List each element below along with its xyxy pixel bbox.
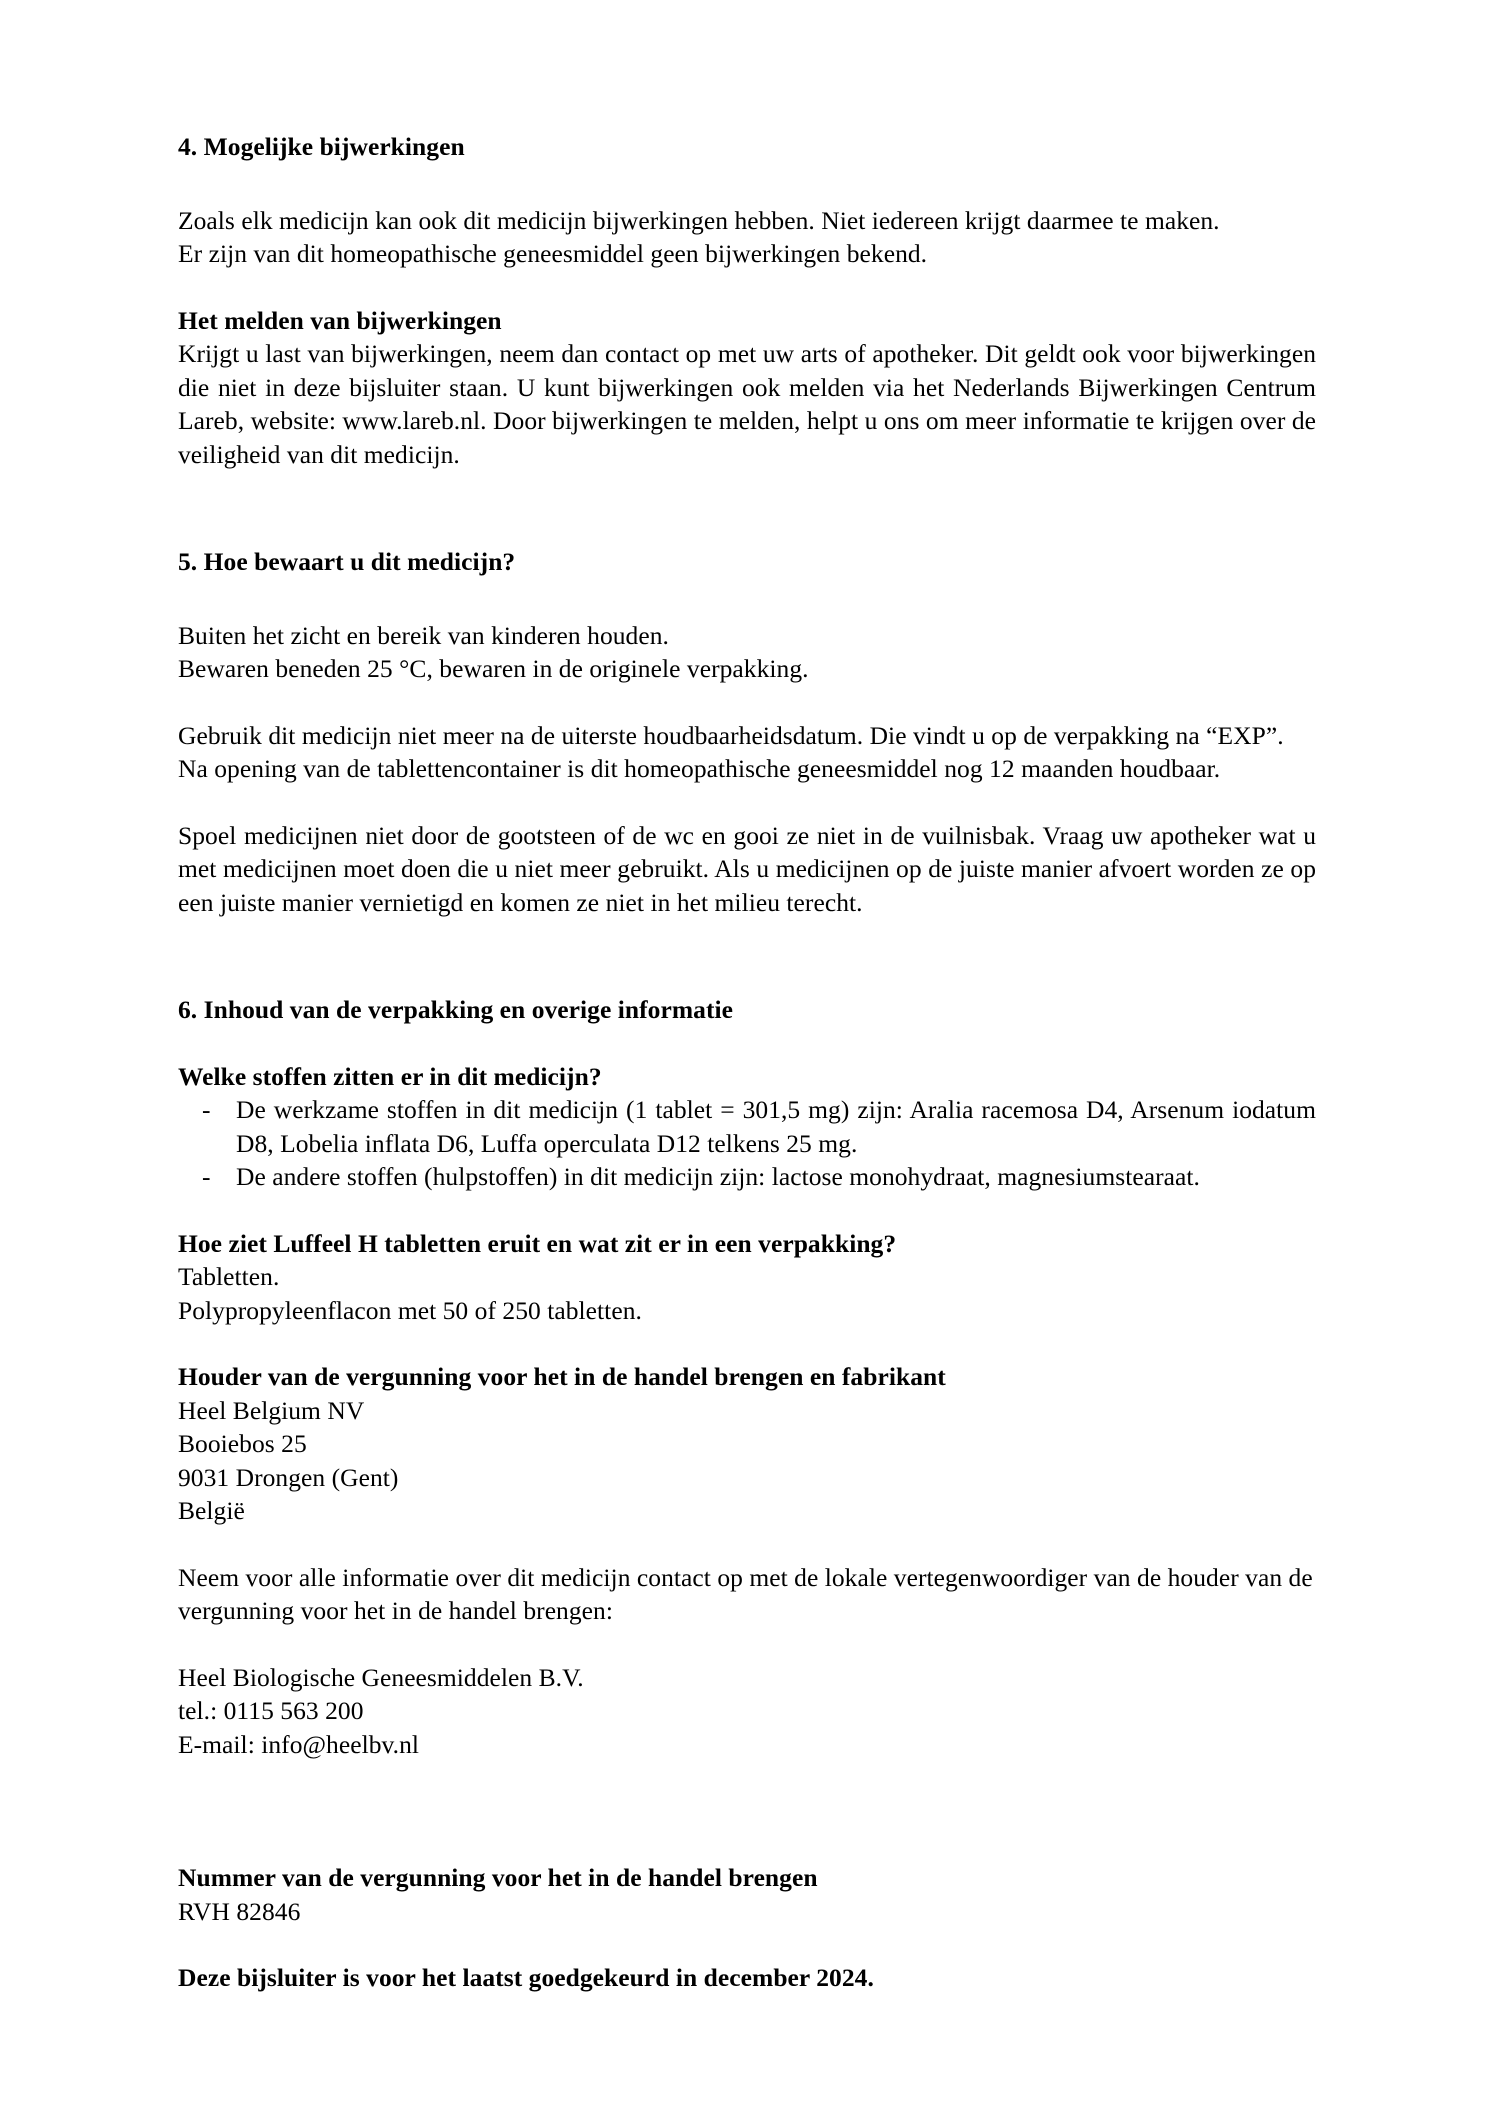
- section-4-heading: 4. Mogelijke bijwerkingen: [178, 132, 465, 161]
- bullet-dash-marker: -: [202, 1095, 211, 1124]
- licence-number-heading: Nummer van de vergunning voor het in de handel brengen: [178, 1863, 818, 1892]
- licence-holder-country: België: [178, 1496, 245, 1525]
- bullet-dash-marker: -: [202, 1162, 211, 1191]
- expiry-paragraph: Gebruik dit medicijn niet meer na de uiterste houdbaarheidsdatum. Die vindt u op de verpakking na “EXP”.: [178, 720, 1284, 750]
- appearance-line-1: Tabletten.: [178, 1262, 280, 1291]
- ingredient-excipients: De andere stoffen (hulpstoffen) in dit medicijn zijn: lactose monohydraat, magnesiumstearaat.: [236, 1162, 1200, 1191]
- spacer: [178, 1628, 1316, 1661]
- ingredients-heading: Welke stoffen zitten er in dit medicijn?: [178, 1061, 602, 1091]
- spacer: [178, 1528, 1316, 1561]
- storage-line-2: Bewaren beneden 25 °C, bewaren in de originele verpakking.: [178, 654, 809, 683]
- local-representative-phone: tel.: 0115 563 200: [178, 1696, 364, 1725]
- spacer: [178, 786, 1316, 819]
- ingredients-list: [178, 1093, 1316, 1194]
- spacer: [178, 1761, 1316, 1861]
- approval-date-footer: Deze bijsluiter is voor het laatst goedgekeurd in december 2024.: [178, 1963, 874, 1992]
- disposal-paragraph: Spoel medicijnen niet door de gootsteen of de wc en gooi ze niet in de vuilnisbak. Vraag uw apotheker wat u met medicijnen moet doen die u niet meer gebruikt. Als u medicijnen op de juiste manier afvoert worden ze op een juiste manier vernietigd en komen ze niet in het milieu terecht.: [178, 820, 1316, 917]
- document-body: [178, 130, 1316, 1995]
- after-opening-line: Na opening van de tablettencontainer is dit homeopathische geneesmiddel nog 12 maanden houdbaar.: [178, 754, 1221, 783]
- ingredient-active-substances: De werkzame stoffen in dit medicijn (1 tablet = 301,5 mg) zijn: Aralia racemosa D4, Arsenum iodatum D8, Lobelia inflata D6, Luffa operculata D12 telkens 25 mg.: [236, 1095, 1316, 1158]
- section-4-intro-line-1: Zoals elk medicijn kan ook dit medicijn bijwerkingen hebben. Niet iedereen krijgt daarmee te maken.: [178, 205, 1220, 235]
- section-6-heading: 6. Inhoud van de verpakking en overige informatie: [178, 995, 733, 1024]
- section-4-intro-line-2: Er zijn van dit homeopathische geneesmiddel geen bijwerkingen bekend.: [178, 239, 928, 268]
- appearance-line-2: Polypropyleenflacon met 50 of 250 tabletten.: [178, 1295, 642, 1325]
- licence-holder-city: 9031 Drongen (Gent): [178, 1462, 399, 1492]
- spacer: [178, 686, 1316, 719]
- spacer: [178, 1327, 1316, 1360]
- local-representative-email: E-mail: info@heelbv.nl: [178, 1729, 420, 1759]
- spacer: [178, 471, 1316, 545]
- storage-line-1: Buiten het zicht en bereik van kinderen houden.: [178, 620, 669, 650]
- licence-holder-heading: Houder van de vergunning voor het in de handel brengen en fabrikant: [178, 1362, 946, 1391]
- appearance-heading: Hoe ziet Luffeel H tabletten eruit en wat zit er in een verpakking?: [178, 1228, 897, 1258]
- spacer: [178, 579, 1316, 619]
- reporting-side-effects-heading: Het melden van bijwerkingen: [178, 305, 502, 335]
- spacer: [178, 271, 1316, 304]
- list-item: [178, 1093, 1316, 1160]
- local-representative-name: Heel Biologische Geneesmiddelen B.V.: [178, 1662, 584, 1692]
- spacer: [178, 1027, 1316, 1060]
- spacer: [178, 919, 1316, 993]
- spacer: [178, 1194, 1316, 1227]
- licence-holder-street: Booiebos 25: [178, 1429, 307, 1458]
- reporting-side-effects-paragraph: Krijgt u last van bijwerkingen, neem dan contact op met uw arts of apotheker. Dit geldt ook voor bijwerkingen die niet in deze bijsluiter staan. U kunt bijwerkingen ook melden via het Nederlands Bijwerkingen Centrum Lareb, website: www.lareb.nl. Door bijwerkingen te melden, helpt u ons om meer informatie te krijgen over de veiligheid van dit medicijn.: [178, 339, 1316, 469]
- local-representative-paragraph: Neem voor alle informatie over dit medicijn contact op met de lokale vertegenwoordiger van de houder van de vergunning voor het in de handel brengen:: [178, 1562, 1313, 1625]
- licence-number-value: RVH 82846: [178, 1896, 301, 1926]
- spacer: [178, 1928, 1316, 1961]
- list-item: [178, 1160, 1316, 1194]
- spacer: [178, 164, 1316, 204]
- section-5-heading: 5. Hoe bewaart u dit medicijn?: [178, 547, 516, 576]
- licence-holder-name: Heel Belgium NV: [178, 1395, 365, 1425]
